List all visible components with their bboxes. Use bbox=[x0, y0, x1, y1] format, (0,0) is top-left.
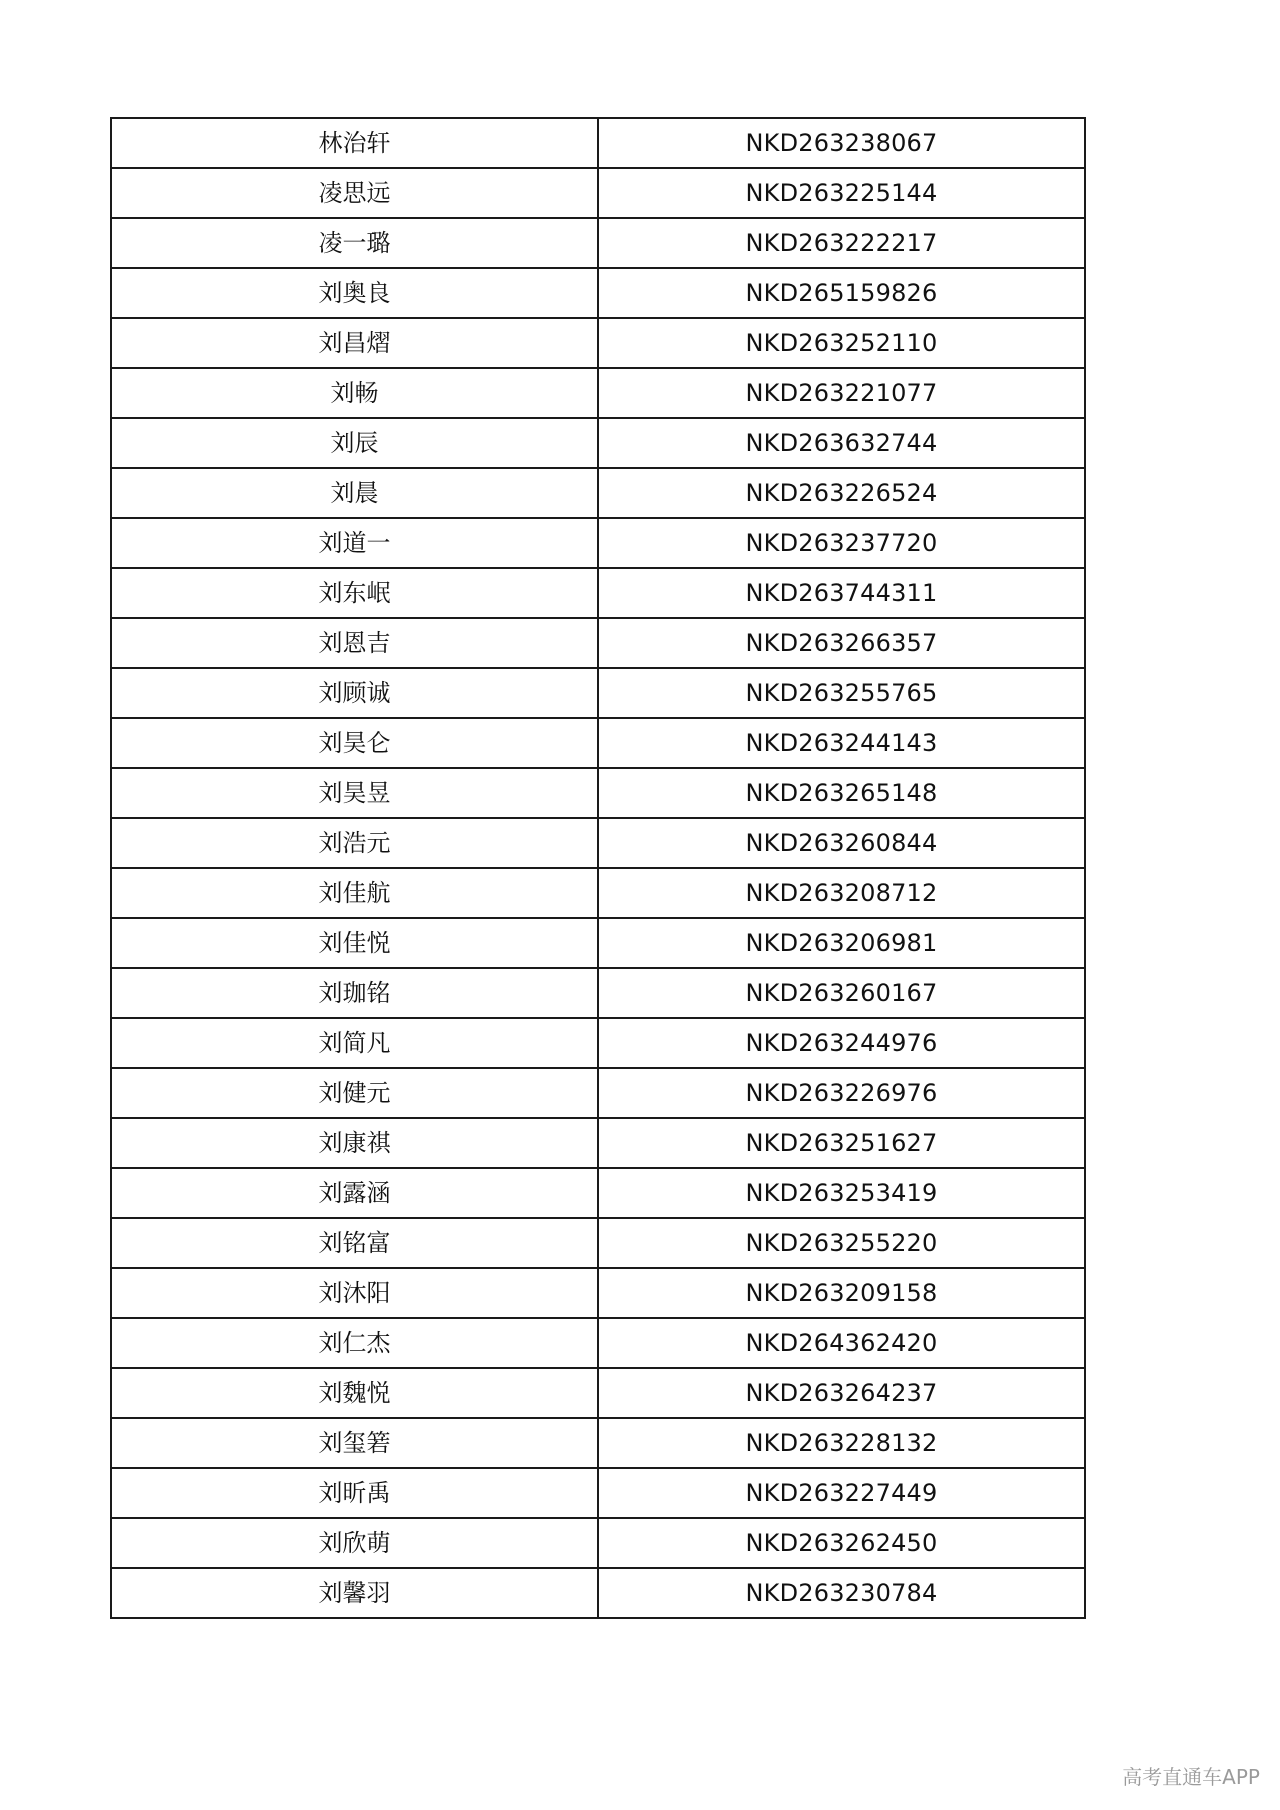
registration-code-cell: NKD263262450 bbox=[598, 1518, 1085, 1568]
registration-code-cell: NKD263228132 bbox=[598, 1418, 1085, 1468]
student-name-cell: 刘昊昱 bbox=[111, 768, 598, 818]
student-name-cell: 刘道一 bbox=[111, 518, 598, 568]
table-row bbox=[111, 1418, 1085, 1468]
student-name-cell: 刘东岷 bbox=[111, 568, 598, 618]
student-name-cell: 刘珈铭 bbox=[111, 968, 598, 1018]
table-row bbox=[111, 618, 1085, 668]
table-row bbox=[111, 968, 1085, 1018]
watermark: 高考直通车APP bbox=[1122, 1765, 1260, 1789]
table-row bbox=[111, 1118, 1085, 1168]
student-name-cell: 刘馨羽 bbox=[111, 1568, 598, 1618]
table-row bbox=[111, 818, 1085, 868]
student-name-cell: 刘昊仑 bbox=[111, 718, 598, 768]
registration-code-cell: NKD263266357 bbox=[598, 618, 1085, 668]
student-name-cell: 刘玺箬 bbox=[111, 1418, 598, 1468]
registration-code-cell: NKD263226524 bbox=[598, 468, 1085, 518]
student-name-cell: 凌思远 bbox=[111, 168, 598, 218]
registration-code-cell: NKD263255220 bbox=[598, 1218, 1085, 1268]
registration-code-cell: NKD263260844 bbox=[598, 818, 1085, 868]
table-row bbox=[111, 1068, 1085, 1118]
table-row bbox=[111, 1168, 1085, 1218]
table-row bbox=[111, 1318, 1085, 1368]
student-name-cell: 刘顾诚 bbox=[111, 668, 598, 718]
registration-code-cell: NKD264362420 bbox=[598, 1318, 1085, 1368]
table-row bbox=[111, 768, 1085, 818]
student-name-cell: 刘康祺 bbox=[111, 1118, 598, 1168]
student-name-cell: 刘露涵 bbox=[111, 1168, 598, 1218]
table-row bbox=[111, 1368, 1085, 1418]
registration-code-cell: NKD263238067 bbox=[598, 118, 1085, 168]
registration-code-cell: NKD263260167 bbox=[598, 968, 1085, 1018]
student-name-cell: 刘简凡 bbox=[111, 1018, 598, 1068]
table-row bbox=[111, 368, 1085, 418]
student-name-cell: 凌一璐 bbox=[111, 218, 598, 268]
student-name-cell: 刘欣萌 bbox=[111, 1518, 598, 1568]
registration-code-cell: NKD263225144 bbox=[598, 168, 1085, 218]
table-row bbox=[111, 468, 1085, 518]
student-name-cell: 刘佳航 bbox=[111, 868, 598, 918]
registration-code-cell: NKD263226976 bbox=[598, 1068, 1085, 1118]
registration-code-cell: NKD263744311 bbox=[598, 568, 1085, 618]
roster-table-body bbox=[111, 118, 1085, 1618]
roster-table bbox=[110, 117, 1086, 1619]
student-name-cell: 刘铭富 bbox=[111, 1218, 598, 1268]
table-row bbox=[111, 918, 1085, 968]
registration-code-cell: NKD263632744 bbox=[598, 418, 1085, 468]
table-row bbox=[111, 268, 1085, 318]
registration-code-cell: NKD263222217 bbox=[598, 218, 1085, 268]
table-row bbox=[111, 1518, 1085, 1568]
table-row bbox=[111, 1568, 1085, 1618]
table-row bbox=[111, 1218, 1085, 1268]
registration-code-cell: NKD263221077 bbox=[598, 368, 1085, 418]
registration-code-cell: NKD263244143 bbox=[598, 718, 1085, 768]
registration-code-cell: NKD263244976 bbox=[598, 1018, 1085, 1068]
student-name-cell: 刘浩元 bbox=[111, 818, 598, 868]
student-name-cell: 刘仁杰 bbox=[111, 1318, 598, 1368]
registration-code-cell: NKD263209158 bbox=[598, 1268, 1085, 1318]
registration-code-cell: NKD265159826 bbox=[598, 268, 1085, 318]
table-row bbox=[111, 418, 1085, 468]
registration-code-cell: NKD263264237 bbox=[598, 1368, 1085, 1418]
student-name-cell: 刘畅 bbox=[111, 368, 598, 418]
table-row bbox=[111, 718, 1085, 768]
table-row bbox=[111, 168, 1085, 218]
registration-code-cell: NKD263206981 bbox=[598, 918, 1085, 968]
registration-code-cell: NKD263230784 bbox=[598, 1568, 1085, 1618]
table-row bbox=[111, 1468, 1085, 1518]
registration-code-cell: NKD263227449 bbox=[598, 1468, 1085, 1518]
student-name-cell: 刘魏悦 bbox=[111, 1368, 598, 1418]
registration-code-cell: NKD263251627 bbox=[598, 1118, 1085, 1168]
student-name-cell: 刘健元 bbox=[111, 1068, 598, 1118]
registration-code-cell: NKD263255765 bbox=[598, 668, 1085, 718]
student-name-cell: 刘沐阳 bbox=[111, 1268, 598, 1318]
student-name-cell: 刘恩吉 bbox=[111, 618, 598, 668]
student-name-cell: 刘昌熠 bbox=[111, 318, 598, 368]
registration-code-cell: NKD263253419 bbox=[598, 1168, 1085, 1218]
table-row bbox=[111, 1268, 1085, 1318]
registration-code-cell: NKD263237720 bbox=[598, 518, 1085, 568]
table-row bbox=[111, 1018, 1085, 1068]
registration-code-cell: NKD263208712 bbox=[598, 868, 1085, 918]
student-name-cell: 林治轩 bbox=[111, 118, 598, 168]
table-row bbox=[111, 568, 1085, 618]
student-name-cell: 刘晨 bbox=[111, 468, 598, 518]
table-row bbox=[111, 218, 1085, 268]
table-row bbox=[111, 868, 1085, 918]
table-row bbox=[111, 318, 1085, 368]
student-name-cell: 刘辰 bbox=[111, 418, 598, 468]
table-row bbox=[111, 518, 1085, 568]
table-row bbox=[111, 668, 1085, 718]
registration-code-cell: NKD263252110 bbox=[598, 318, 1085, 368]
table-row bbox=[111, 118, 1085, 168]
student-name-cell: 刘奥良 bbox=[111, 268, 598, 318]
student-name-cell: 刘佳悦 bbox=[111, 918, 598, 968]
registration-code-cell: NKD263265148 bbox=[598, 768, 1085, 818]
student-name-cell: 刘昕禹 bbox=[111, 1468, 598, 1518]
